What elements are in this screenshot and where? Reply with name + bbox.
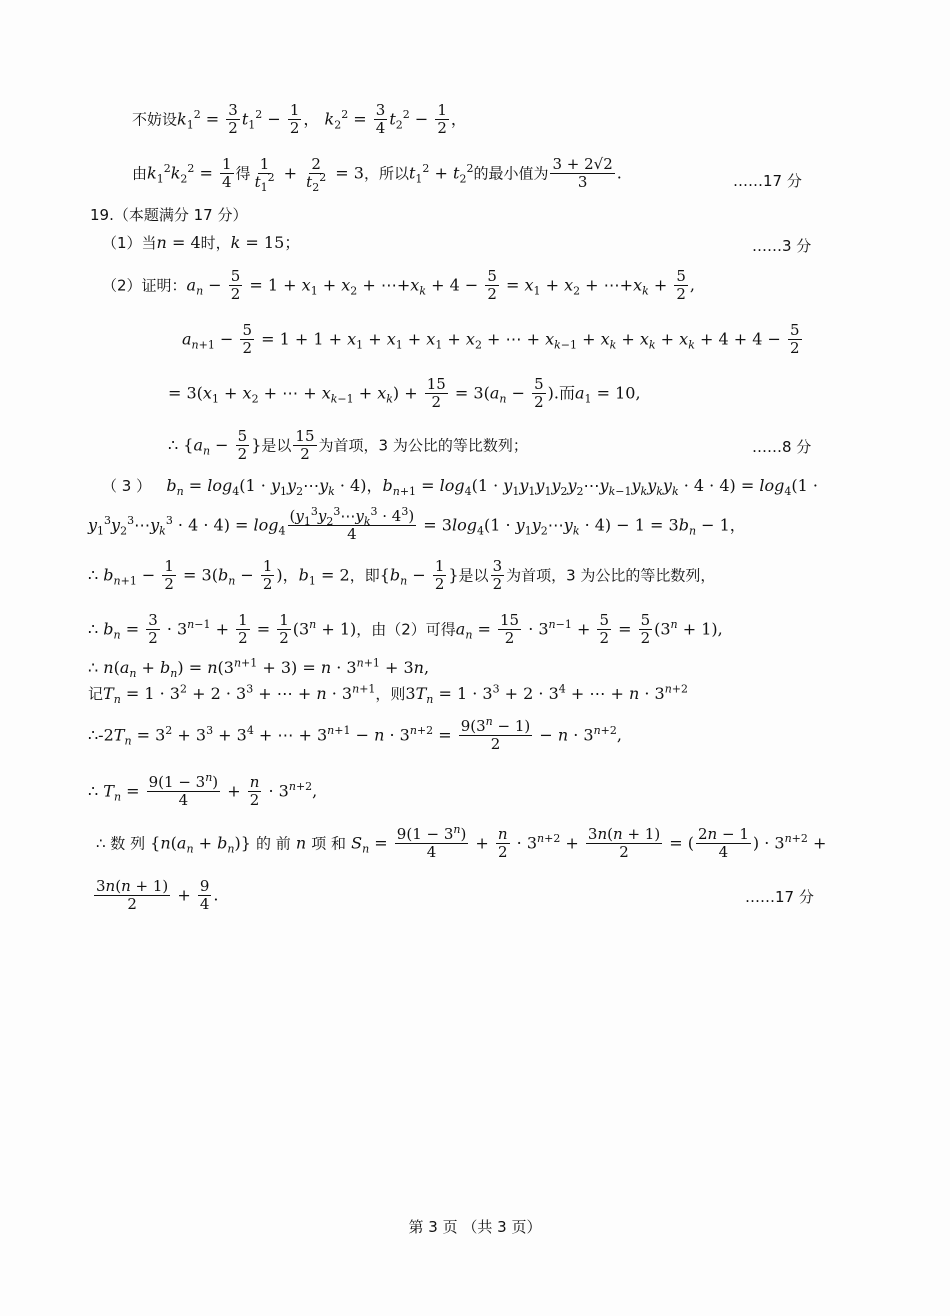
q19-part1: （1）当n = 4时，k = 15； (102, 233, 301, 252)
q19-part2-line4: ∴ {$a_n$ − $\frac{5}{2}$ }是以 $\frac{15}{2}$ 为首项，3 为公比的等比数列； (168, 427, 528, 464)
q19-part3-line9: ∴ 数 列 $\{n(a_n + b_n)\}$ 的 前 n 项 和 $S_n$ = $\frac{9(1 - 3^n)}{4}$ + $\frac{n}{2}$ · $3^{n+2}$ + $\frac{3n(n + 1)}{2}$ = ( $\frac{2n - 1}{4}$ ) · $3^{n+2}$ + (96, 823, 827, 862)
score-17-b: ……17 分 (745, 888, 814, 906)
q19-part3-line2: $y_1^3y_2^3\cdots y_k^3 \cdot 4 \cdot 4) = \log_4$ $\frac{(y_1^3y_2^3\cdots y_k^3 \cdot 4^3)}{4}$ = $3\log_4(1$ · $y_1y_2\cdots y_k \cdot 4) - 1 = 3b_n - 1$， (88, 505, 746, 544)
page-footer: 第 3 页 （共 3 页） (408, 1218, 542, 1236)
q19-part2-line1: （2）证明：$a_n$ − $\frac{5}{2}$ = $1 + x_1 + x_2$ + $\cdots+x_k + 4$ − $\frac{5}{2}$ = $x_1 + x_2$ + $\cdots+x_k$ + $\frac{5}{2}$ , (102, 267, 695, 304)
q19-part3-line8: ∴ $T_n$ = $\frac{9(1 - 3^n)}{4}$ + $\frac{n}{2}$ · $3^{n+2}$, (88, 771, 318, 810)
score-8: ……8 分 (752, 438, 812, 456)
q19-part3-line7: $\therefore-2T_n = 3^2 + 3^3 + 3^4$ + ⋯ + $3^{n+1} - n \cdot 3^{n+2}$ = $\frac{9(3^n - 1)}{2}$ − $n \cdot 3^{n+2}$, (88, 715, 622, 754)
q19-part2-line2: $a_{n+1}$ − $\frac{5}{2}$ = $1 + 1 + x_1 + x_1 + x_1 + x_2$ + ⋯ + $x_{k-1} + x_k + x_k + x_k + 4 + 4$ − $\frac{5}{2}$ (182, 321, 800, 358)
score-3: ……3 分 (752, 237, 812, 255)
q19-part3-line3: ∴ $b_{n+1}$ − $\frac{1}{2}$ = $3(b_n$ − $\frac{1}{2}$ )，$b_1 = 2$，即{$b_n$ − $\frac{1}{2}$ }是以 $\frac{3}{2}$ 为首项，3 为公比的等比数列， (88, 557, 716, 594)
q19-part3-line1: （ 3 ） $b_n = \log_4(1$ · $y_1y_2\cdots y_k \cdot 4$)，$b_{n+1} = \log_4(1$ · $y_1y_1y_1y_2y_2\cdots y_{k-1}y_ky_ky_k \cdot 4 \cdot 4) = \log_4(1$ · (102, 476, 818, 499)
score-17-a: ……17 分 (733, 172, 802, 190)
q19-part3-line6: 记$T_n = 1 \cdot 3^2 + 2 \cdot 3^3$ + ⋯ + $n \cdot 3^{n+1}$，则$3T_n = 1 \cdot 3^3 + 2 \cdot 3^4$ + ⋯ + $n \cdot 3^{n+2}$ (88, 682, 688, 707)
q19-title: 19.（本题满分 17 分） (90, 206, 248, 224)
q19-part2-line3: = $3(x_1 + x_2$ + ⋯ + $x_{k-1} + x_k$) + $\frac{15}{2}$ = $3(a_n$ − $\frac{5}{2}$ ).而$a_1 = 10$, (168, 375, 641, 412)
line-1: 不妨设$k_1^2$ = $\frac{3}{2}$ $t_1^2$ − $\frac{1}{2}$ ， $k_2^2$ = $\frac{3}{4}$ $t_2^2$ − $\frac{1}{2}$ ， (132, 101, 467, 138)
q19-part3-line10: $\frac{3n(n + 1)}{2}$ + $\frac{9}{4}$ . (96, 877, 219, 914)
q19-part3-line5: ∴ $n(a_n + b_n) = n(3^{n+1} + 3) = n \cdot 3^{n+1} + 3n$, (88, 656, 430, 681)
line-2: 由$k_1^2k_2^2$ = $\frac{1}{4}$ 得 $\frac{1}{t_1^2}$ + $\frac{2}{t_2^2}$ = 3，所以$t_1^2 + t_2^2$的最小值为 $\frac{3 + 2√2}{3}$ . (132, 155, 622, 195)
q19-part3-line4: ∴ $b_n$ = $\frac{3}{2}$ · $3^{n-1}$ + $\frac{1}{2}$ = $\frac{1}{2}$ $(3^n + 1)$，由（2）可得$a_n$ = $\frac{15}{2}$ · $3^{n-1}$ + $\frac{5}{2}$ = $\frac{5}{2}$ $(3^n + 1)$, (88, 611, 723, 648)
